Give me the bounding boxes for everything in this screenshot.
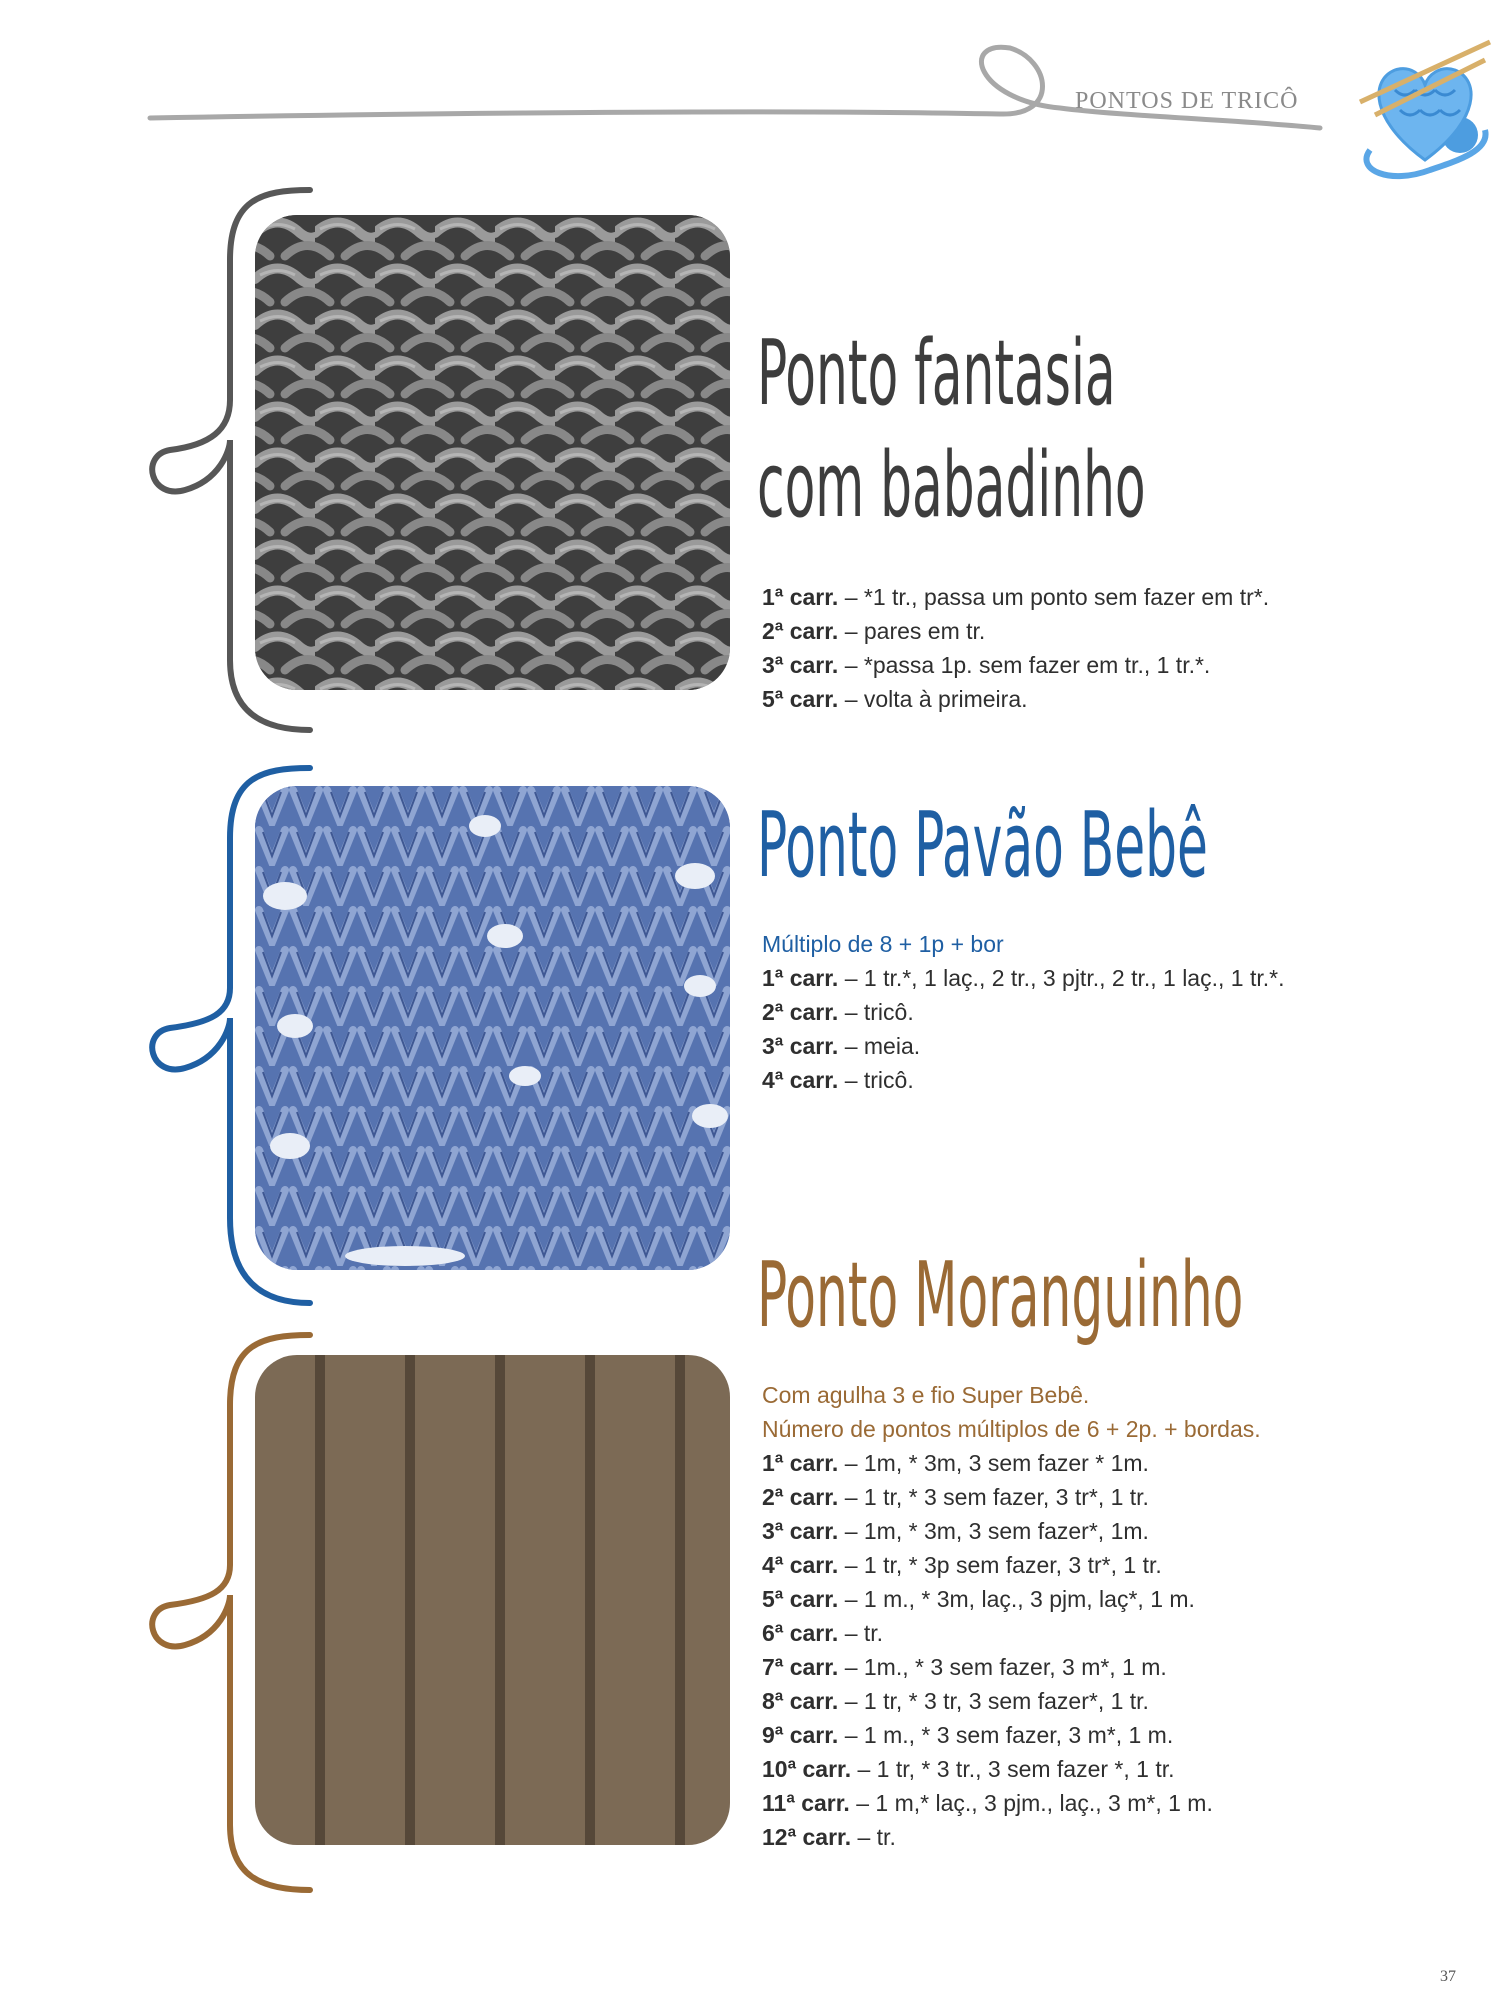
- stitch-note: Múltiplo de 8 + 1p + bor: [762, 931, 1004, 957]
- instruction-row: 5ª carr. – 1 m., * 3m, laç., 3 pjm, laç*, 1 m.: [762, 1586, 1195, 1612]
- instruction-row: 3ª carr. – *passa 1p. sem fazer em tr., 1 tr.*.: [762, 652, 1211, 678]
- stitch-note: Com agulha 3 e fio Super Bebê.: [762, 1382, 1090, 1408]
- instruction-row: 3ª carr. – 1m, * 3m, 3 sem fazer*, 1m.: [762, 1518, 1149, 1544]
- stitch-title-line-2: com babadinho: [757, 433, 1146, 538]
- instruction-row: 1ª carr. – *1 tr., passa um ponto sem fazer em tr*.: [762, 584, 1270, 610]
- stitch-note: Número de pontos múltiplos de 6 + 2p. + bordas.: [762, 1416, 1261, 1442]
- stitch-title-moranguinho: [757, 1240, 1243, 1352]
- stitch-instructions-fantasia: [762, 580, 1269, 716]
- instruction-row: 4ª carr. – 1 tr, * 3p sem fazer, 3 tr*, 1 tr.: [762, 1552, 1162, 1578]
- instruction-row: 8ª carr. – 1 tr, * 3 tr, 3 sem fazer*, 1 tr.: [762, 1688, 1149, 1714]
- instruction-row: 9ª carr. – 1 m., * 3 sem fazer, 3 m*, 1 m.: [762, 1722, 1174, 1748]
- stitch-title-pavao: [757, 790, 1208, 902]
- swatch-photo-blue: [255, 786, 730, 1270]
- instruction-row: 2ª carr. – tricô.: [762, 999, 914, 1025]
- instruction-row: 11ª carr. – 1 m,* laç., 3 pjm., laç., 3 m*, 1 m.: [762, 1790, 1213, 1816]
- instruction-row: 12ª carr. – tr.: [762, 1824, 896, 1850]
- instruction-row: 4ª carr. – tricô.: [762, 1067, 914, 1093]
- knitted-heart-logo-icon: [1350, 20, 1500, 180]
- instruction-row: 3ª carr. – meia.: [762, 1033, 921, 1059]
- instruction-row: 1ª carr. – 1m, * 3m, 3 sem fazer * 1m.: [762, 1450, 1149, 1476]
- page-number: 37: [1440, 1968, 1456, 1985]
- instruction-row: 2ª carr. – 1 tr, * 3 sem fazer, 3 tr*, 1 tr.: [762, 1484, 1149, 1510]
- instruction-row: 10ª carr. – 1 tr, * 3 tr., 3 sem fazer *, 1 tr.: [762, 1756, 1175, 1782]
- instruction-row: 5ª carr. – volta à primeira.: [762, 686, 1028, 712]
- instruction-row: 1ª carr. – 1 tr.*, 1 laç., 2 tr., 3 pjtr., 2 tr., 1 laç., 1 tr.*.: [762, 965, 1285, 991]
- instruction-row: 7ª carr. – 1m., * 3 sem fazer, 3 m*, 1 m.: [762, 1654, 1167, 1680]
- stitch-title-line-1: Ponto Pavão Bebê: [757, 793, 1208, 898]
- instruction-row: 2ª carr. – pares em tr.: [762, 618, 986, 644]
- stitch-instructions-moranguinho: [762, 1378, 1261, 1854]
- swatch-photo-brown: [255, 1355, 730, 1845]
- stitch-title-line-1: Ponto fantasia: [757, 321, 1116, 426]
- instruction-row: 6ª carr. – tr.: [762, 1620, 884, 1646]
- swatch-photo-gray: [255, 215, 730, 690]
- stitch-instructions-pavao: [762, 927, 1284, 1097]
- stitch-title-fantasia: [757, 318, 1146, 542]
- stitch-title-line-1: Ponto Moranguinho: [757, 1243, 1244, 1348]
- section-title: PONTOS DE TRICÔ: [1075, 88, 1299, 114]
